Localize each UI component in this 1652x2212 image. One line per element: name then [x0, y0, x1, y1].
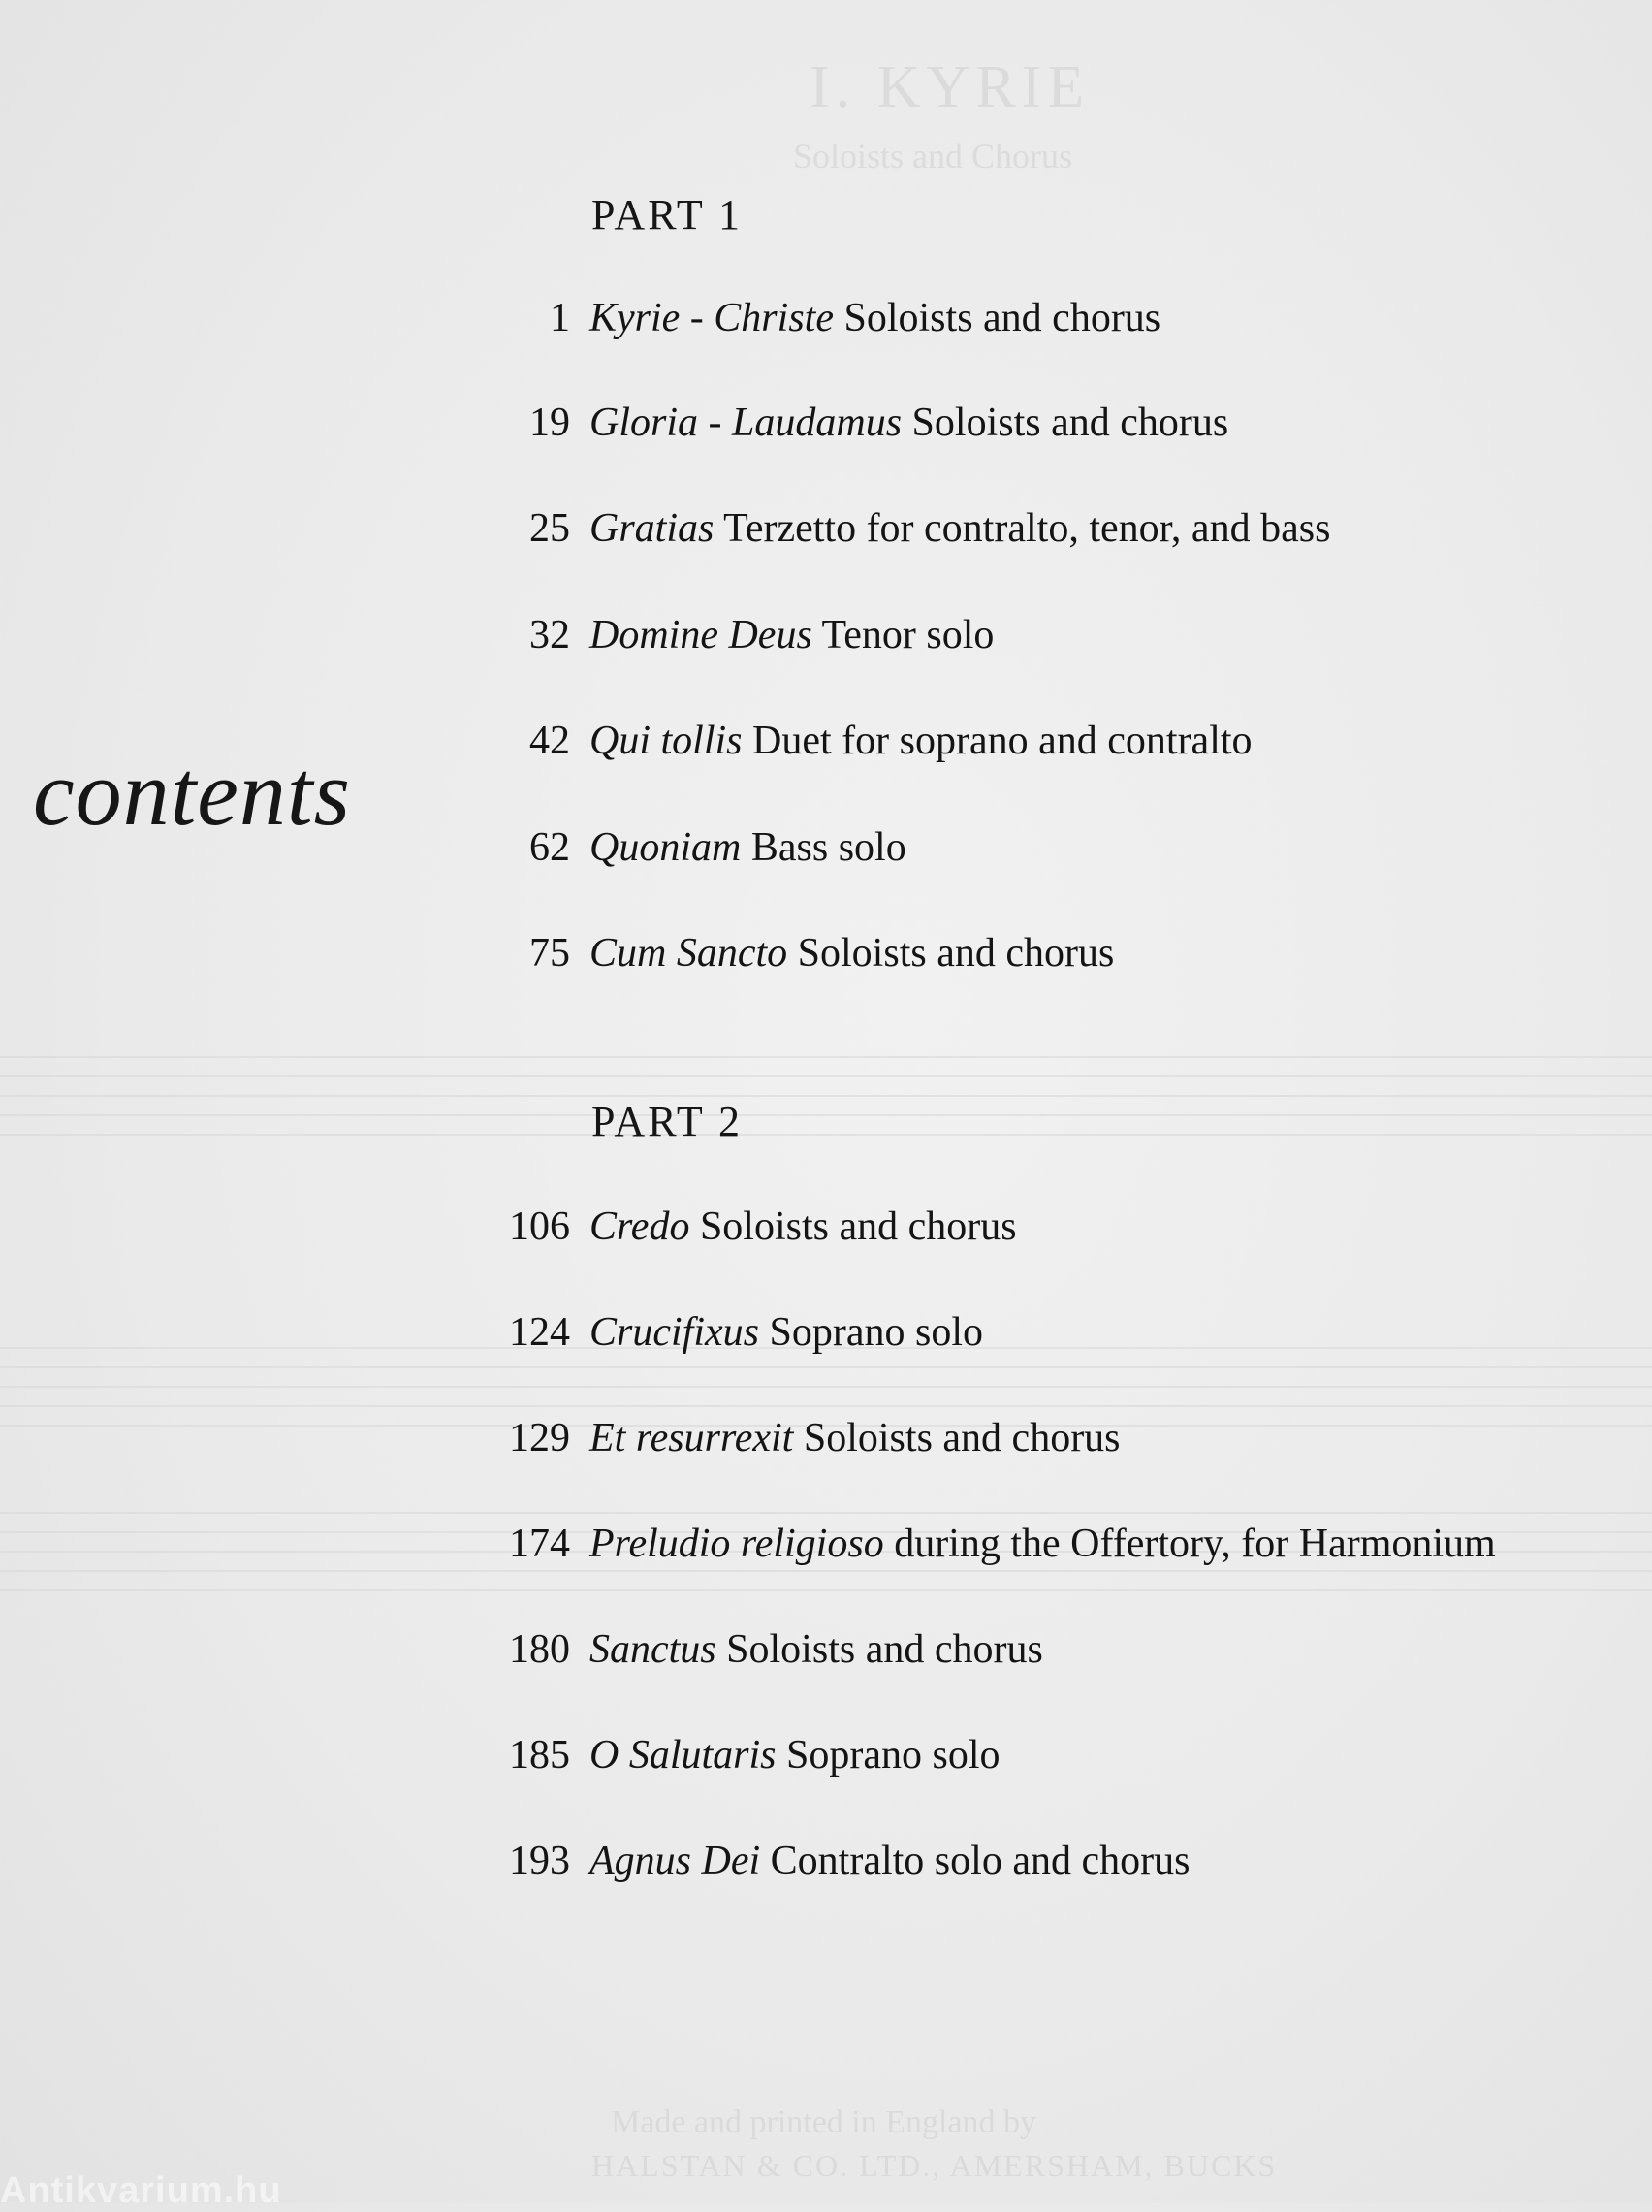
- toc-description: during the Offertory, for Harmonium: [883, 1522, 1496, 1566]
- toc-description: Bass solo: [741, 825, 906, 870]
- toc-page-number: 185: [509, 1733, 570, 1778]
- show-through-footer-line2: HALSTAN & CO. LTD., AMERSHAM, BUCKS: [591, 2148, 1278, 2183]
- toc-title: Preludio religioso: [589, 1522, 884, 1566]
- toc-entry: [0, 499, 1652, 558]
- toc-page-number: 1: [550, 296, 570, 340]
- toc-entry: [0, 1409, 1652, 1467]
- toc-page-number: 25: [529, 506, 570, 551]
- toc-entry: [0, 1515, 1652, 1573]
- toc-page-number: 32: [529, 613, 570, 657]
- toc-page-number: 75: [529, 931, 570, 976]
- toc-title: Sanctus: [589, 1627, 716, 1672]
- toc-entry: [0, 1620, 1652, 1679]
- toc-entry-text: [589, 394, 1228, 452]
- part2-heading: PART 2: [591, 1098, 743, 1145]
- toc-entry-text: [589, 924, 1114, 982]
- toc-title: Cum Sancto: [589, 931, 788, 976]
- toc-page-number: 62: [529, 825, 570, 870]
- toc-entry: [0, 1198, 1652, 1256]
- toc-entry-text: [589, 606, 994, 664]
- show-through-footer-line1: Made and printed in England by: [611, 2104, 1037, 2140]
- toc-entry-text: [589, 818, 906, 877]
- toc-entry-text: [589, 712, 1253, 770]
- toc-title: Crucifixus: [589, 1310, 759, 1355]
- toc-entry-text: [589, 1198, 1017, 1256]
- toc-description: Soloists and chorus: [902, 401, 1229, 445]
- toc-title: Kyrie - Christe: [589, 296, 834, 340]
- toc-title: Quoniam: [589, 825, 742, 870]
- toc-entry-text: [589, 499, 1330, 558]
- toc-entry-text: [589, 289, 1160, 347]
- toc-page-number: 193: [509, 1839, 570, 1883]
- toc-description: Soloists and chorus: [715, 1627, 1043, 1672]
- toc-title: Qui tollis: [589, 719, 743, 763]
- contents-heading: contents: [33, 741, 351, 845]
- toc-description: Soloists and chorus: [689, 1204, 1017, 1249]
- toc-entry: [0, 606, 1652, 664]
- toc-entry-text: [589, 1303, 983, 1362]
- toc-description: Tenor solo: [811, 613, 995, 657]
- toc-page-number: 19: [529, 401, 570, 445]
- toc-description: Soloists and chorus: [793, 1416, 1121, 1460]
- toc-title: O Salutaris: [589, 1733, 777, 1778]
- watermark: Antikvarium.hu: [0, 2170, 282, 2211]
- toc-description: Soloists and chorus: [833, 296, 1161, 340]
- toc-title: Et resurrexit: [589, 1416, 794, 1460]
- toc-description: Soloists and chorus: [787, 931, 1115, 976]
- toc-entry-text: [589, 1832, 1190, 1890]
- toc-description: Duet for soprano and contralto: [742, 719, 1253, 763]
- toc-title: Domine Deus: [589, 613, 812, 657]
- toc-title: Gloria - Laudamus: [589, 401, 903, 445]
- toc-title: Gratias: [589, 506, 715, 551]
- toc-entry: [0, 1726, 1652, 1784]
- part1-heading: PART 1: [591, 191, 743, 239]
- toc-entry: [0, 818, 1652, 877]
- toc-entry: [0, 394, 1652, 452]
- toc-page-number: 180: [509, 1627, 570, 1672]
- toc-entry-text: [589, 1515, 1496, 1573]
- toc-description: Soprano solo: [759, 1310, 983, 1355]
- toc-entry: [0, 289, 1652, 347]
- toc-entry: [0, 1303, 1652, 1362]
- toc-entry-text: [589, 1726, 1001, 1784]
- toc-description: Terzetto for contralto, tenor, and bass: [714, 506, 1331, 551]
- show-through-title: I. KYRIE: [810, 54, 1091, 120]
- show-through-subtitle: Soloists and Chorus: [793, 137, 1073, 176]
- toc-entry: [0, 712, 1652, 770]
- toc-page-number: 106: [509, 1204, 570, 1249]
- toc-entry-text: [589, 1409, 1121, 1467]
- toc-description: Contralto solo and chorus: [760, 1839, 1191, 1883]
- toc-entry-text: [589, 1620, 1043, 1679]
- toc-page-number: 124: [509, 1310, 570, 1355]
- toc-description: Soprano solo: [776, 1733, 1001, 1778]
- toc-entry: [0, 924, 1652, 982]
- toc-title: Credo: [589, 1204, 690, 1249]
- toc-title: Agnus Dei: [589, 1839, 761, 1883]
- toc-page-number: 174: [509, 1522, 570, 1566]
- toc-entry: [0, 1832, 1652, 1890]
- toc-page-number: 42: [529, 719, 570, 763]
- toc-page-number: 129: [509, 1416, 570, 1460]
